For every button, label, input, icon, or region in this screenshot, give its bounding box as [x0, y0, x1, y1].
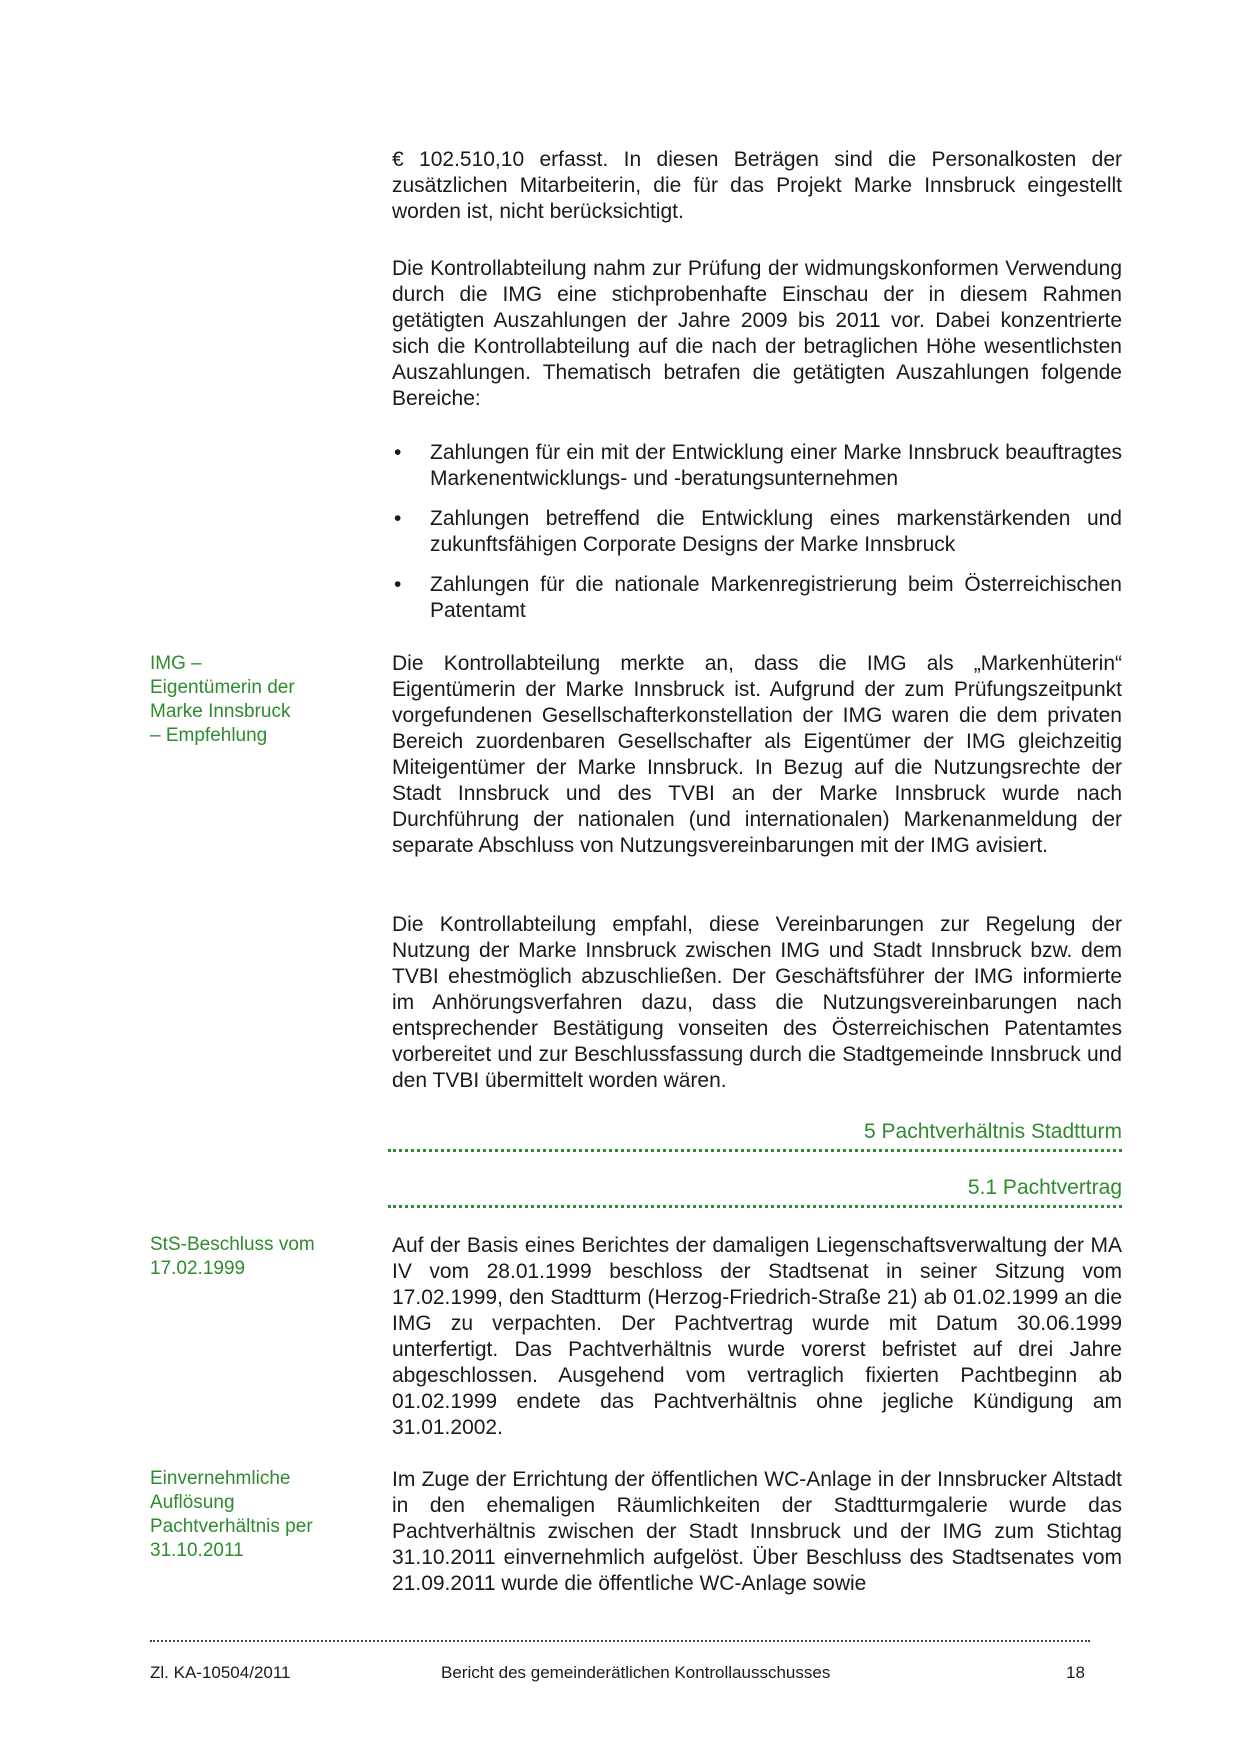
paragraph-recommendation	[392, 912, 1122, 1094]
paragraph-text: Die Kontrollabteilung empfahl, diese Vereinbarungen zur Regelung der Nutzung der Marke Innsbruck zwischen IMG und Stadt Innsbruck bzw. dem TVBI ehestmöglich abzuschließen. Der Geschäftsführer der IMG informierte im Anhörungsverfahren dazu, dass die Nutzungsvereinbarungen nach entsprechender Bestätigung vonseiten des Österreichischen Patentamtes vorbereitet und zur Beschlussfassung durch die Stadtgemeinde Innsbruck und den TVBI übermittelt worden wären.	[392, 913, 1122, 1092]
paragraph-text: Im Zuge der Errichtung der öffentlichen WC-Anlage in der Innsbrucker Altstadt in den ehemaligen Räumlichkeiten der Stadtturmgalerie wurde das Pachtverhältnis zwischen der Stadt Innsbruck und der IMG zum Stichtag 31.10.2011 einvernehmlich aufgelöst. Über Beschluss des Stadtsenates vom 21.09.2011 wurde die öffentliche WC-Anlage sowie	[392, 1468, 1122, 1595]
footer-divider	[150, 1640, 1090, 1642]
paragraph-costs	[392, 147, 1122, 225]
list-item-text: Zahlungen für ein mit der Entwicklung einer Marke Innsbruck beauftragtes Markenentwicklungs- und -beratungsunternehmen	[430, 441, 1122, 490]
footer-reference: Zl. KA-10504/2011	[150, 1663, 291, 1682]
margin-note-line: 31.10.2011	[150, 1540, 244, 1561]
margin-note-line: Auflösung	[150, 1492, 235, 1513]
list-item	[392, 572, 1122, 624]
paragraph-text: Die Kontrollabteilung nahm zur Prüfung der widmungskonformen Verwendung durch die IMG eine stichprobenhafte Einschau der in diesem Rahmen getätigten Auszahlungen der Jahre 2009 bis 2011 vor. Dabei konzentrierte sich die Kontrollabteilung auf die nach der betraglichen Höhe wesentlichsten Auszahlungen. Thematisch betrafen die getätigten Auszahlungen folgende Bereiche:	[392, 257, 1122, 410]
margin-note-line: StS-Beschluss vom	[150, 1234, 315, 1255]
footer-title: Bericht des gemeinderätlichen Kontrollausschusses	[441, 1663, 831, 1682]
subsection-divider	[388, 1205, 1122, 1208]
margin-note-brand-owner	[150, 652, 370, 748]
list-item-text: Zahlungen für die nationale Markenregistrierung beim Österreichischen Patentamt	[430, 573, 1122, 622]
margin-note-line: Eigentümerin der	[150, 677, 295, 698]
paragraph-sample-check	[392, 256, 1122, 412]
paragraph-text: € 102.510,10 erfasst. In diesen Beträgen sind die Personalkosten der zusätzlichen Mitarbeiterin, die für das Projekt Marke Innsbruck eingestellt worden ist, nicht berücksichtigt.	[392, 148, 1122, 223]
margin-note-line: IMG –	[150, 653, 202, 674]
margin-note-line: 17.02.1999	[150, 1258, 246, 1279]
subsection-heading: 5.1 Pachtvertrag	[967, 1176, 1122, 1199]
list-item	[392, 506, 1122, 558]
margin-note-line: – Empfehlung	[150, 725, 268, 746]
section-divider	[388, 1149, 1122, 1152]
page-number: 18	[1066, 1663, 1085, 1682]
bullet-icon: •	[394, 573, 402, 596]
paragraph-brand-ownership	[392, 651, 1122, 859]
list-item-text: Zahlungen betreffend die Entwicklung eines markenstärkenden und zukunftsfähigen Corporate Designs der Marke Innsbruck	[430, 507, 1122, 556]
section-heading: 5 Pachtverhältnis Stadtturm	[864, 1120, 1122, 1143]
bullet-icon: •	[394, 507, 402, 530]
paragraph-text: Die Kontrollabteilung merkte an, dass die IMG als „Markenhüterin“ Eigentümerin der Marke Innsbruck ist. Aufgrund der zum Prüfungszeitpunkt vorgefundenen Gesellschafterkonstellation der IMG waren die dem privaten Bereich zuordenbaren Gesellschafter als Eigentümer der IMG gleichzeitig Miteigentümer der Marke Innsbruck. In Bezug auf die Nutzungsrechte der Stadt Innsbruck und des TVBI an der Marke Innsbruck wurde nach Durchführung der nationalen (und internationalen) Markenanmeldung der separate Abschluss von Nutzungsvereinbarungen mit der IMG avisiert.	[392, 652, 1122, 857]
margin-note-senate-decision	[150, 1233, 370, 1281]
paragraph-text: Auf der Basis eines Berichtes der damaligen Liegenschaftsverwaltung der MA IV vom 28.01.1999 beschloss der Stadtsenat in seiner Sitzung vom 17.02.1999, den Stadtturm (Herzog-Friedrich-Straße 21) ab 01.02.1999 an die IMG zu verpachten. Der Pachtvertrag wurde mit Datum 30.06.1999 unterfertigt. Das Pachtverhältnis wurde vorerst befristet auf drei Jahre abgeschlossen. Ausgehend vom vertraglich fixierten Pachtbeginn ab 01.02.1999 endete das Pachtverhältnis ohne jegliche Kündigung am 31.01.2002.	[392, 1234, 1122, 1439]
paragraph-lease-contract	[392, 1233, 1122, 1441]
margin-note-lease-termination	[150, 1467, 370, 1563]
paragraph-lease-termination	[392, 1467, 1122, 1597]
payment-areas-list	[392, 440, 1122, 638]
bullet-icon: •	[394, 441, 402, 464]
margin-note-line: Einvernehmliche	[150, 1468, 291, 1489]
margin-note-line: Pachtverhältnis per	[150, 1516, 313, 1537]
margin-note-line: Marke Innsbruck	[150, 701, 291, 722]
list-item	[392, 440, 1122, 492]
